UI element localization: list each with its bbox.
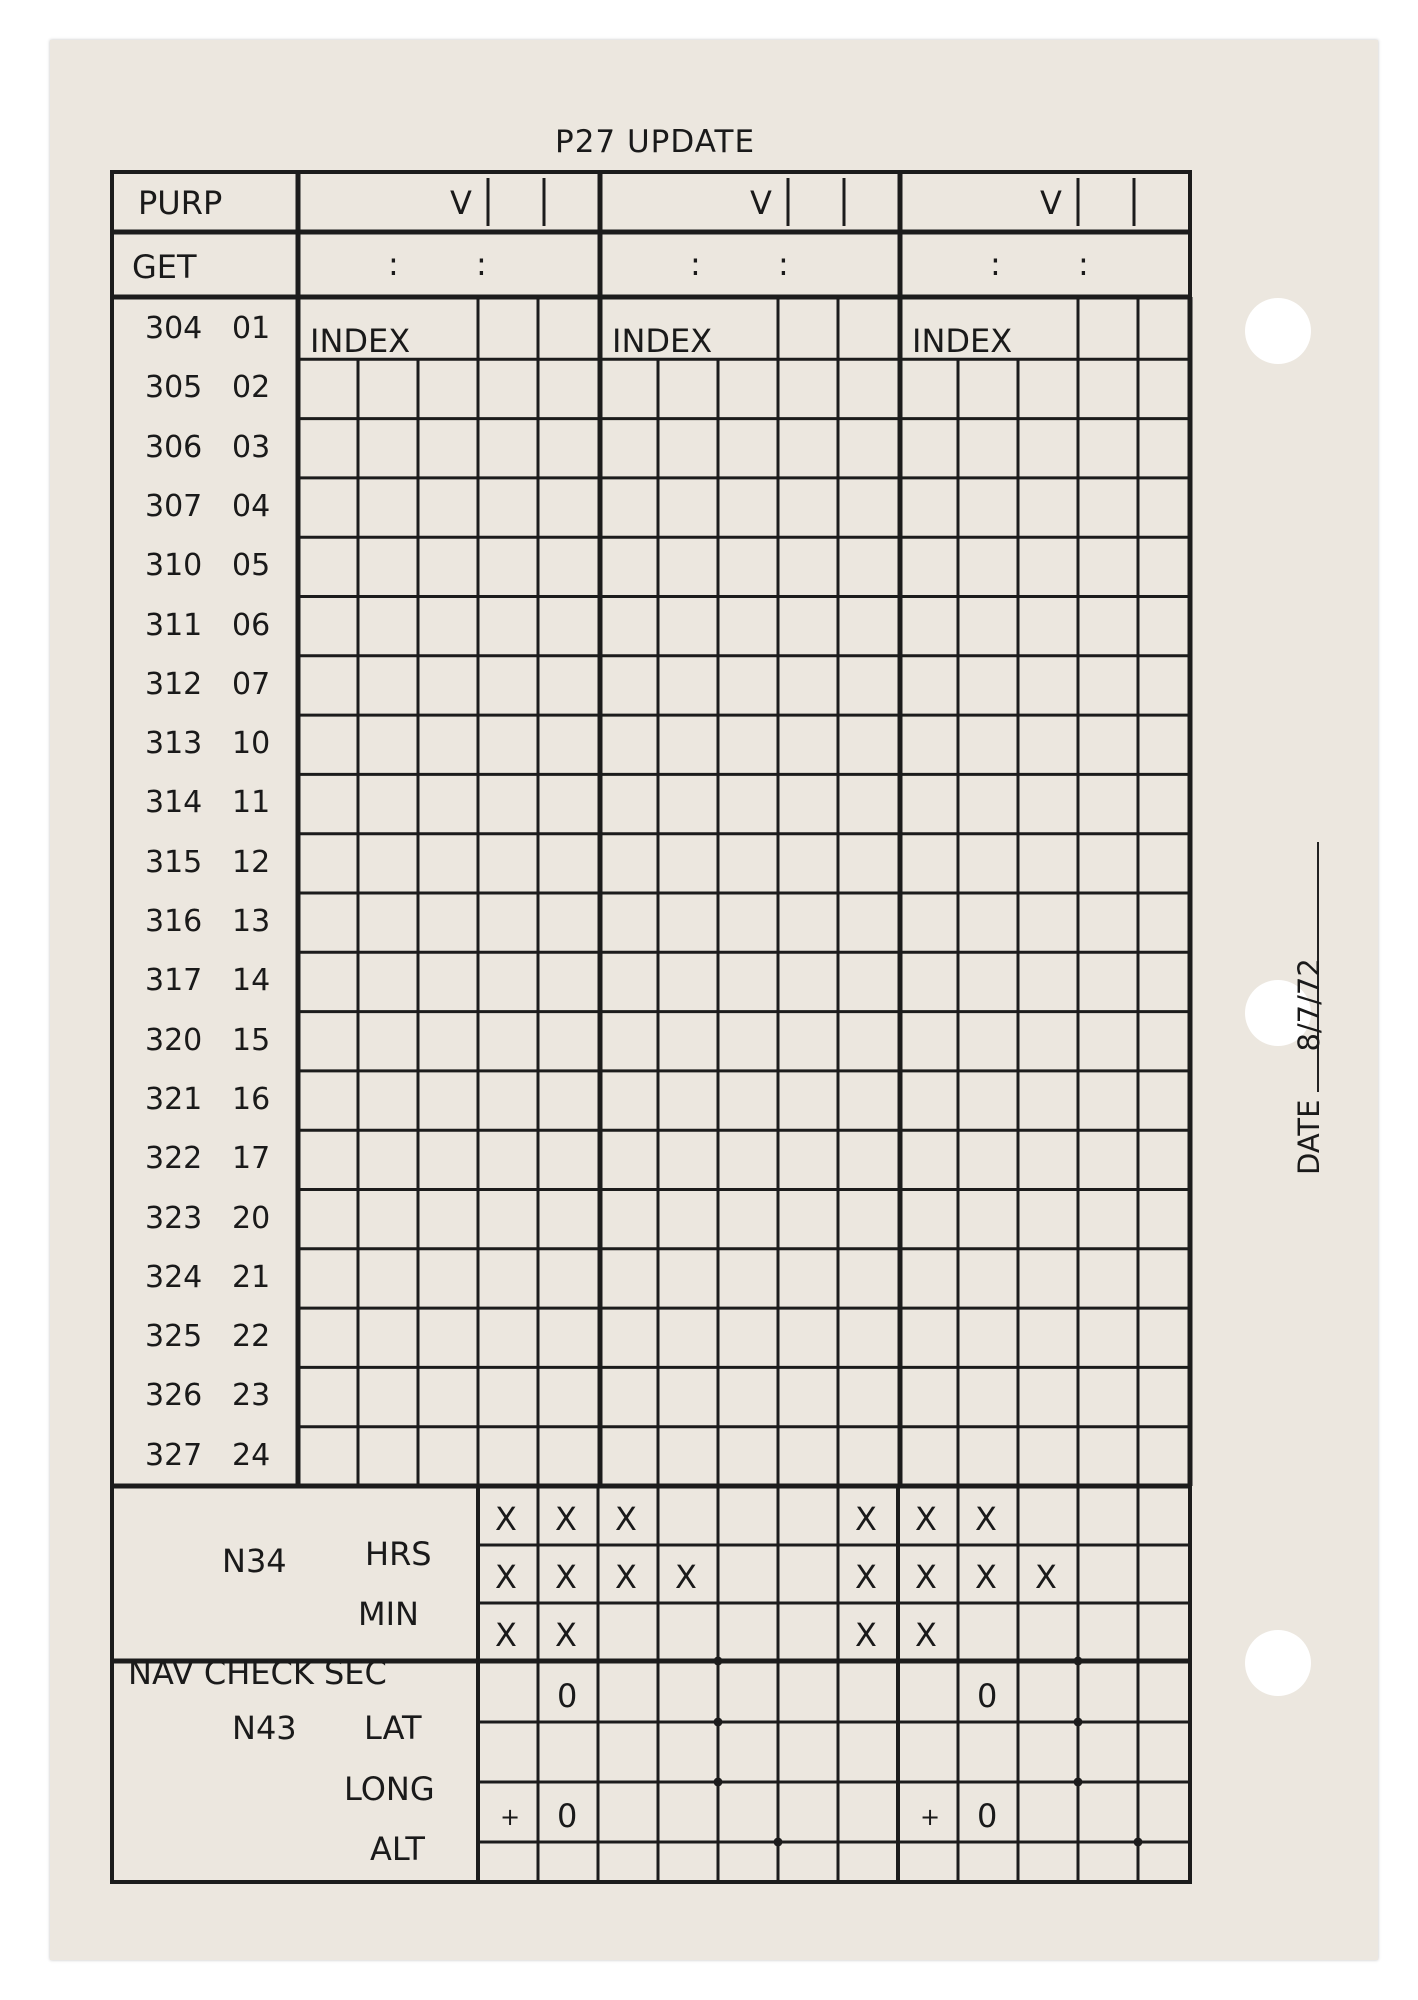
address-octal: 320 (145, 1022, 203, 1058)
plus-mark: + (920, 1803, 941, 1831)
address-index: 11 (232, 785, 271, 821)
address-octal: 322 (145, 1141, 203, 1177)
x-mark: X (555, 1500, 577, 1538)
address-octal: 317 (145, 963, 203, 999)
decimal-dot (1074, 1657, 1083, 1666)
address-octal: 316 (145, 904, 203, 939)
x-mark: X (915, 1616, 937, 1654)
address-index: 10 (232, 726, 271, 762)
address-index: 12 (232, 844, 271, 880)
purp-label: PURP (138, 184, 223, 222)
address-octal: 325 (145, 1319, 203, 1355)
index-label: INDEX (310, 322, 411, 360)
get-colon: : (690, 245, 701, 283)
n43-label: N43 (232, 1709, 297, 1747)
address-index: 03 (232, 429, 271, 465)
date-label: DATE (1292, 1099, 1326, 1175)
get-label: GET (132, 248, 197, 286)
address-octal: 321 (145, 1081, 203, 1117)
get-colon: : (388, 245, 399, 283)
x-mark: X (675, 1558, 697, 1596)
decimal-dot (714, 1657, 723, 1666)
decimal-dot (774, 1838, 783, 1847)
address-index: 24 (232, 1437, 271, 1473)
purp-v-label: V (450, 184, 472, 222)
purp-v-label: V (1040, 184, 1062, 222)
get-colon: : (1078, 245, 1089, 283)
address-octal: 312 (145, 666, 203, 702)
zero-mark: 0 (977, 1797, 998, 1835)
address-octal: 326 (145, 1378, 203, 1414)
get-colon: : (476, 245, 487, 283)
address-index: 23 (232, 1378, 271, 1414)
x-mark: X (855, 1616, 877, 1654)
decimal-dot (1074, 1718, 1083, 1727)
x-mark: X (495, 1558, 517, 1596)
x-mark: X (855, 1500, 877, 1538)
plus-mark: + (500, 1803, 521, 1831)
page-title: P27 UPDATE (555, 124, 756, 160)
address-octal: 307 (145, 488, 203, 524)
x-mark: X (615, 1558, 637, 1596)
alt-label: ALT (370, 1830, 425, 1868)
x-mark: X (615, 1500, 637, 1538)
address-octal: 305 (145, 370, 203, 406)
x-mark: X (495, 1616, 517, 1654)
nav-check-sec-label: NAV CHECK SEC (128, 1654, 387, 1692)
x-mark: X (555, 1616, 577, 1654)
address-index: 02 (232, 370, 271, 406)
get-colon: : (778, 245, 789, 283)
zero-mark: 0 (557, 1797, 578, 1835)
x-mark: X (975, 1558, 997, 1596)
address-octal: 304 (145, 311, 203, 346)
address-octal: 324 (145, 1259, 203, 1295)
form-border (112, 172, 1190, 1882)
address-index: 17 (232, 1141, 271, 1177)
address-index: 15 (232, 1022, 271, 1058)
min-label: MIN (358, 1595, 419, 1633)
address-index: 04 (232, 488, 271, 524)
address-index: 06 (232, 607, 271, 643)
purp-v-label: V (750, 184, 772, 222)
zero-mark: 0 (977, 1677, 998, 1715)
address-octal: 311 (145, 607, 203, 643)
hrs-label: HRS (365, 1535, 432, 1573)
address-index: 13 (232, 904, 271, 939)
lat-label: LAT (364, 1709, 422, 1747)
date-value: 8/7/72 (1292, 958, 1326, 1052)
address-index: 20 (232, 1200, 271, 1236)
address-index: 05 (232, 548, 271, 584)
x-mark: X (855, 1558, 877, 1596)
x-mark: X (915, 1558, 937, 1596)
address-octal: 327 (145, 1437, 203, 1473)
x-mark: X (555, 1558, 577, 1596)
index-label: INDEX (912, 322, 1013, 360)
decimal-dot (714, 1718, 723, 1727)
zero-mark: 0 (557, 1677, 578, 1715)
x-mark: X (495, 1500, 517, 1538)
x-mark: X (1035, 1558, 1057, 1596)
get-colon: : (990, 245, 1001, 283)
address-octal: 314 (145, 785, 203, 821)
address-octal: 323 (145, 1200, 203, 1236)
decimal-dot (1074, 1778, 1083, 1787)
address-index: 21 (232, 1259, 271, 1295)
address-octal: 313 (145, 726, 203, 762)
address-index: 22 (232, 1319, 271, 1355)
date-field (1292, 958, 1326, 1175)
decimal-dot (714, 1778, 723, 1787)
address-index: 16 (232, 1081, 271, 1117)
index-label: INDEX (612, 322, 713, 360)
address-index: 14 (232, 963, 271, 999)
n34-label: N34 (222, 1542, 287, 1580)
address-octal: 306 (145, 429, 203, 465)
address-index: 01 (232, 311, 271, 346)
address-octal: 315 (145, 844, 203, 880)
address-octal: 310 (145, 548, 203, 584)
long-label: LONG (344, 1770, 435, 1808)
x-mark: X (975, 1500, 997, 1538)
x-mark: X (915, 1500, 937, 1538)
decimal-dot (1134, 1838, 1143, 1847)
address-index: 07 (232, 666, 271, 702)
